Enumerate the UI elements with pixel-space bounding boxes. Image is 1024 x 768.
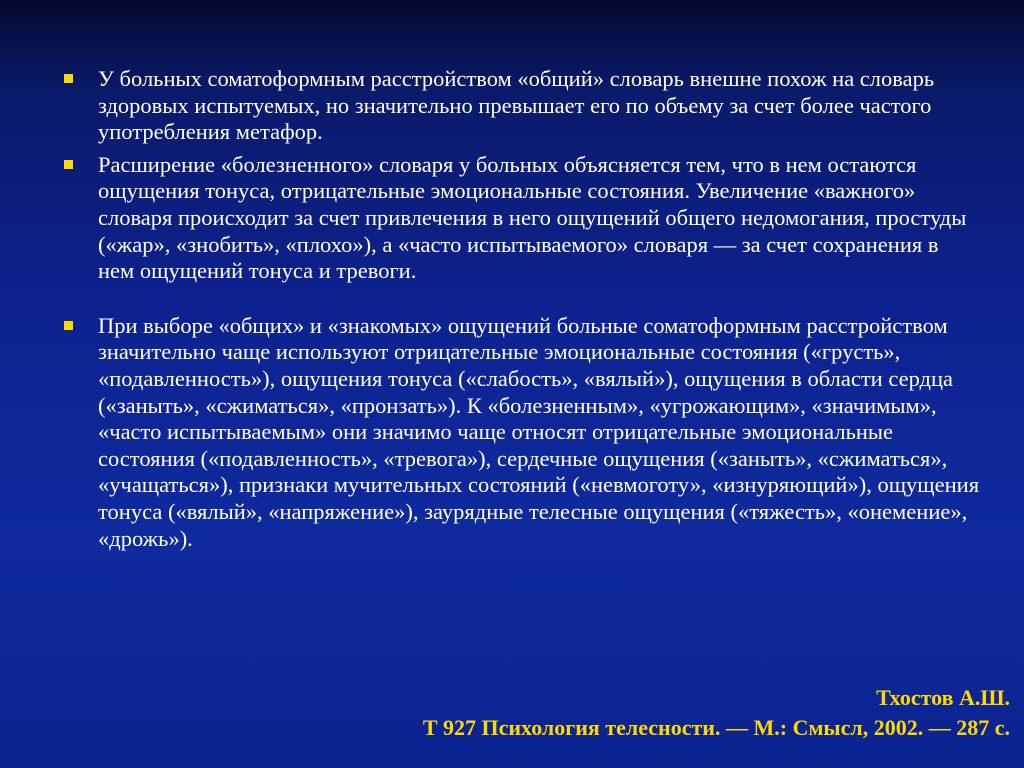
square-bullet-icon (64, 160, 73, 169)
bullet-text: При выборе «общих» и «знакомых» ощущений больные соматоформным расстройством значительно чаще используют отрицательные эмоциональные состояния («грусть», «подавленность»), ощущения тонуса («слабость», «вялый»), ощущения в области сердца («заныть», «сжиматься», «пронзать»). К «болезненным», «угрожающим», «значимым», «часто испытываемым» они значимо чаще относят отрицательные эмоциональные состояния («подавленность», «тревога»), сердечные ощущения («заныть», «сжиматься», «учащаться»), признаки мучительных состояний («невмоготу», «изнуряющий»), ощущения тонуса («вялый», «напряжение»), заурядные телесные ощущения («тяжесть», «онемение», «дрожь»). (98, 312, 980, 551)
bullet-item (60, 152, 980, 285)
square-bullet-icon (64, 321, 73, 330)
citation-author: Тхостов А.Ш. (876, 685, 1010, 710)
bullet-text: Расширение «болезненного» словаря у больных объясняется тем, что в нем остаются ощущения тонуса, отрицательные эмоциональные состояния. Увеличение «важного» словаря происходит за счет привлечения в него ощущений общего недомогания, простуды («жар», «знобить», «плохо»), а «часто испытываемого» словаря — за счет сохранения в нем ощущений тонуса и тревоги. (98, 151, 967, 284)
square-bullet-icon (64, 74, 73, 83)
bullet-item (60, 66, 980, 146)
bullet-list (60, 66, 980, 558)
bullet-item (60, 313, 980, 552)
citation-source: Т 927 Психология телесности. — М.: Смысл, 2002. — 287 с. (422, 715, 1010, 740)
bullet-text: У больных соматоформным расстройством «общий» словарь внешне похож на словарь здоровых испытуемых, но значительно превышает его по объему за счет более частого употребления метафор. (98, 66, 935, 145)
citation (423, 683, 1010, 743)
